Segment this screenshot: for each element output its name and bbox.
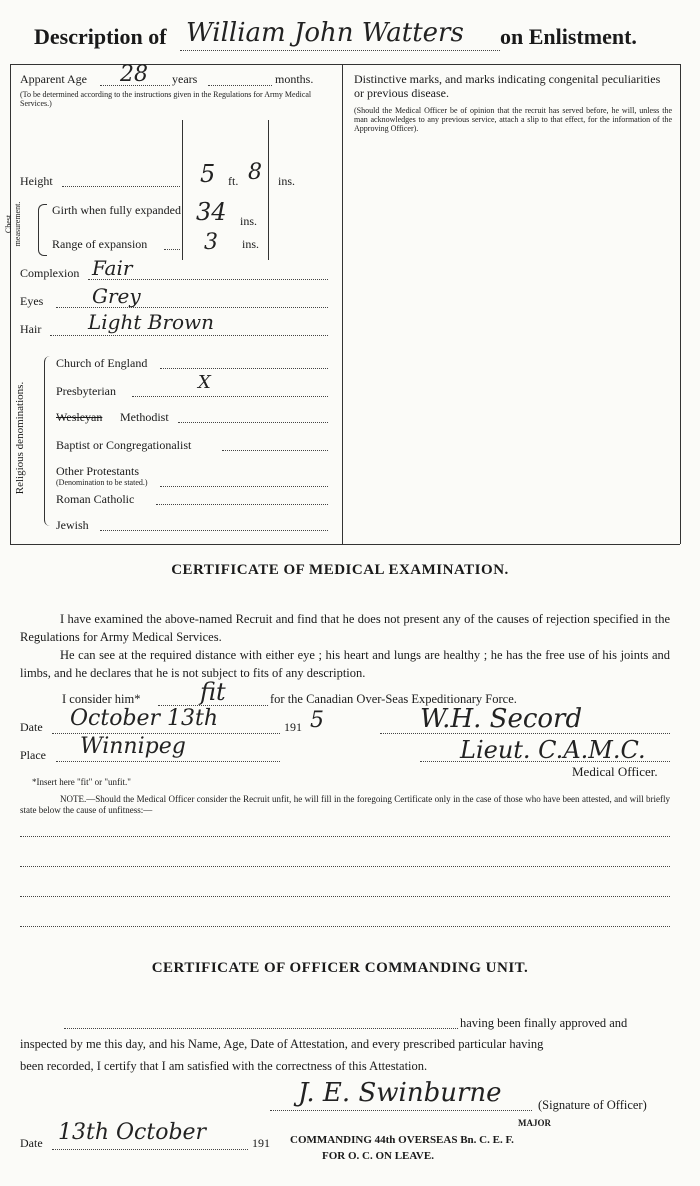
place-label: Place <box>20 748 46 762</box>
age-line <box>100 85 170 86</box>
eyes-value: Grey <box>92 284 141 308</box>
commanding-p-end1: having been finally approved and <box>460 1016 628 1030</box>
consider-prefix: I consider him* <box>62 692 141 706</box>
range-ins-label: ins. <box>242 237 260 251</box>
methodist-label: Methodist <box>120 410 169 424</box>
medical-note: NOTE.—Should the Medical Officer consider the Recruit unfit, he will fill in the foregoing Certificate only in the case of those who have been attested, and will briefly state below the cause of unfitness:— <box>20 794 670 815</box>
height-label: Height <box>20 174 53 188</box>
jewish-line <box>100 530 328 531</box>
distinctive-note: (Should the Medical Officer be of opinion that the recruit has served before, he will, unless the man acknowledges to any previous service, attach a slip to that effect, for the information of the Approving Officer). <box>354 106 672 133</box>
hair-line <box>50 335 328 336</box>
medical-title: CERTIFICATE OF MEDICAL EXAMINATION. <box>171 562 509 578</box>
complexion-label: Complexion <box>20 266 80 280</box>
commanding-p-line2: inspected by me this day, and his Name, Age, Date of Attestation, and every prescribed particular having <box>20 1037 544 1051</box>
commanding-date-line <box>52 1149 248 1150</box>
medical-para1: I have examined the above-named Recruit and find that he does not present any of the causes of rejection specified in the Regulations for Army Medical Services. <box>20 612 670 644</box>
unfit-line-3 <box>20 896 670 897</box>
age-label: Apparent Age <box>20 72 87 86</box>
religions-bracket <box>44 356 53 526</box>
unfit-line-2 <box>20 866 670 867</box>
table-right-border <box>680 64 681 544</box>
range-label: Range of expansion <box>52 237 148 251</box>
chest-bracket <box>38 204 47 256</box>
rank-line <box>420 761 670 762</box>
religions-label: Religious denominations. <box>14 381 26 495</box>
medical-signature-line <box>380 733 670 734</box>
height-line <box>62 186 180 187</box>
table-bottom-border <box>10 544 680 545</box>
hair-label: Hair <box>20 322 42 336</box>
commanding-line: COMMANDING 44th OVERSEAS Bn. C. E. F. <box>290 1134 514 1146</box>
commanding-date-value: 13th October <box>58 1120 207 1145</box>
measure-box-left <box>182 120 183 260</box>
medical-date-label: Date <box>20 720 43 734</box>
other-protestants-label: Other Protestants <box>56 464 139 478</box>
wesleyan-label: Wesleyan <box>56 410 103 424</box>
table-top-border <box>10 64 680 65</box>
distinctive-title: Distinctive marks, and marks indicating congenital peculiarities or previous disease. <box>354 72 661 100</box>
eyes-label: Eyes <box>20 294 44 308</box>
presbyterian-label: Presbyterian <box>56 384 116 398</box>
unfit-line-4 <box>20 926 670 927</box>
church-line <box>160 368 328 369</box>
consider-suffix: for the Canadian Over-Seas Expeditionary Force. <box>270 692 517 706</box>
roman-catholic-line <box>156 504 328 505</box>
girth-label: Girth when fully expanded <box>52 203 181 217</box>
presbyterian-line <box>132 396 328 397</box>
place-line <box>56 761 280 762</box>
ft-label: ft. <box>228 174 239 188</box>
table-center-divider <box>342 64 343 544</box>
medical-para2: He can see at the required distance with either eye ; his heart and lungs are healthy ; he has the free use of his joints and limbs, and he declares that he is not subject to fits of any description. <box>20 648 670 680</box>
years-label: years <box>172 72 198 86</box>
header-suffix: on Enlistment. <box>500 24 637 49</box>
presbyterian-mark: X <box>198 372 211 393</box>
page-header <box>30 18 680 58</box>
age-value: 28 <box>120 62 148 87</box>
commanding-for-line: FOR O. C. ON LEAVE. <box>322 1150 434 1162</box>
table-left-border <box>10 64 11 544</box>
commanding-signature-line <box>270 1110 532 1111</box>
height-ins-label: ins. <box>278 174 296 188</box>
complexion-line <box>88 279 328 280</box>
months-label: months. <box>275 72 314 86</box>
medical-date-value: October 13th <box>70 706 219 731</box>
height-ft-value: 5 <box>200 160 216 188</box>
other-protestants-line <box>160 486 328 487</box>
baptist-line <box>222 450 328 451</box>
commanding-signature-hand: J. E. Swinburne <box>298 1078 502 1108</box>
medical-rank-hand: Lieut. C.A.M.C. <box>460 736 646 764</box>
chest-label: Chest measurement. <box>4 201 22 247</box>
commanding-major: MAJOR <box>518 1118 551 1128</box>
range-value: 3 <box>204 230 218 255</box>
hair-value: Light Brown <box>88 310 215 334</box>
header-name-line <box>180 50 500 51</box>
recruit-name-line <box>64 1028 458 1029</box>
height-in-value: 8 <box>248 160 262 185</box>
roman-catholic-label: Roman Catholic <box>56 492 135 506</box>
complexion-value: Fair <box>92 256 133 280</box>
commanding-signature-label: (Signature of Officer) <box>538 1098 647 1112</box>
girth-value: 34 <box>196 198 227 226</box>
months-line <box>208 85 272 86</box>
church-of-england-label: Church of England <box>56 356 148 370</box>
medical-year-hand: 5 <box>310 708 324 733</box>
range-line <box>164 249 180 250</box>
medical-officer-label: Medical Officer. <box>572 764 658 779</box>
methodist-line <box>178 422 328 423</box>
consider-value: fit <box>200 678 226 706</box>
header-prefix: Description of <box>34 24 167 49</box>
commanding-year-printed: 191 <box>252 1136 270 1150</box>
header-name: William John Watters <box>186 18 464 48</box>
commanding-p-line3: been recorded, I certify that I am satisfied with the correctness of this Attestation. <box>20 1059 428 1073</box>
eyes-line <box>56 307 328 308</box>
insert-note: *Insert here "fit" or "unfit." <box>32 777 131 787</box>
baptist-label: Baptist or Congregationalist <box>56 438 192 452</box>
denomination-note: (Denomination to be stated.) <box>56 478 148 487</box>
commanding-date-label: Date <box>20 1136 43 1150</box>
girth-ins-label: ins. <box>240 214 258 228</box>
medical-year-printed: 191 <box>284 720 302 734</box>
place-value: Winnipeg <box>80 734 186 759</box>
measure-box-right <box>268 120 269 260</box>
age-note: (To be determined according to the instructions given in the Regulations for Army Medical Services.) <box>20 90 312 108</box>
unfit-line-1 <box>20 836 670 837</box>
commanding-title: CERTIFICATE OF OFFICER COMMANDING UNIT. <box>151 960 529 976</box>
medical-signature: W.H. Secord <box>420 704 583 734</box>
jewish-label: Jewish <box>56 518 89 532</box>
